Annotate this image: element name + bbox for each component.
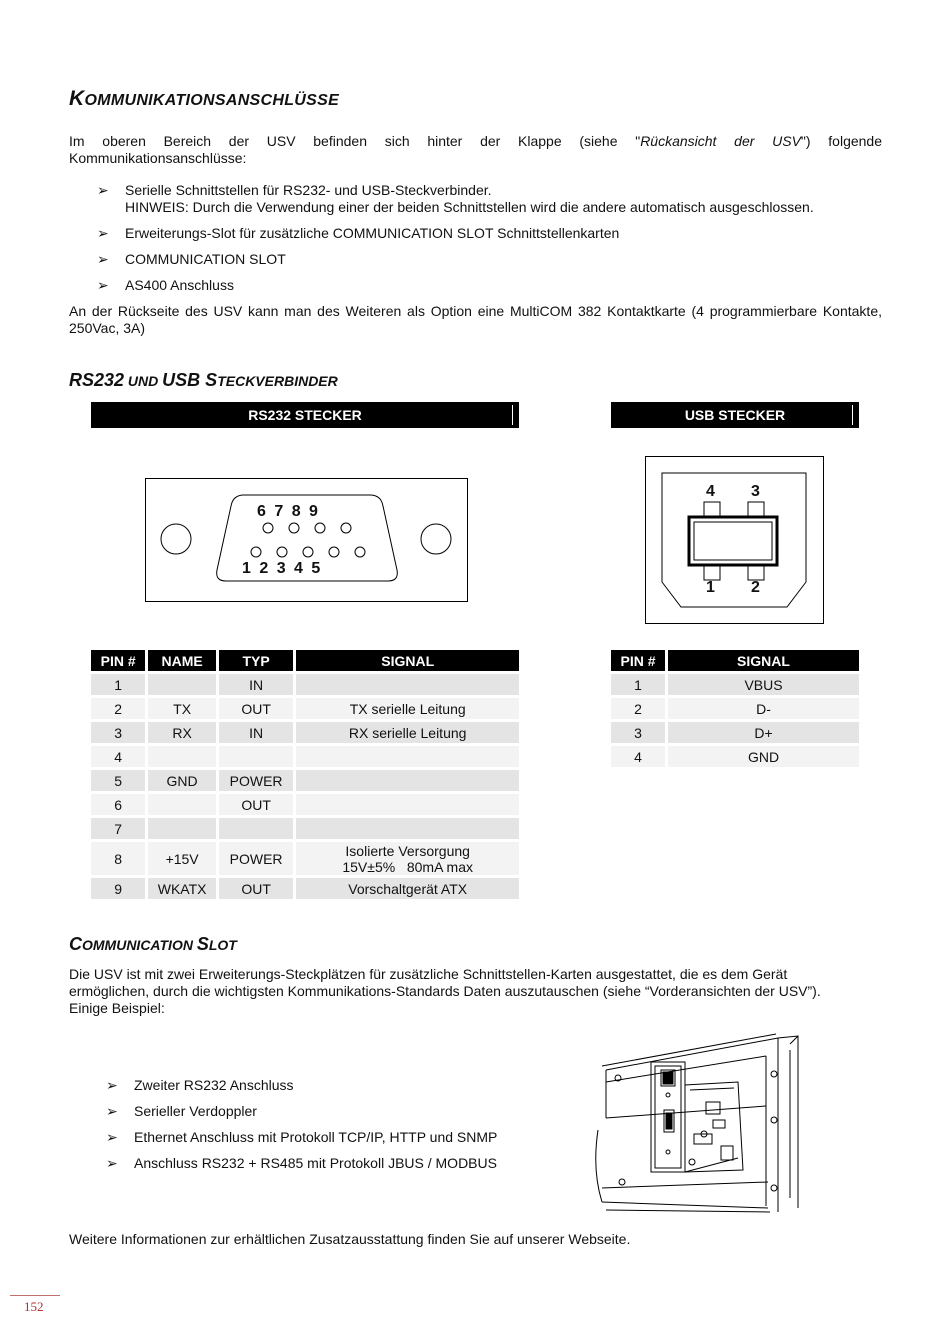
table-cell [296,674,519,695]
table-cell [148,794,215,815]
usb-pin-table [608,647,862,770]
column-header: SIGNAL [668,650,859,671]
table-row [91,698,519,719]
table-cell: TX [148,698,215,719]
usb-header-bar: USB STECKER [611,402,859,428]
communication-slot-paragraph-line1: Die USV ist mit zwei Erweiterungs-Steckplätzen für zusätzliche Schnittstellen-Karten ausgestattet, die es dem Gerät [69,966,788,982]
table-cell: OUT [219,794,294,815]
usb-pin-label-1: 1 [706,579,715,596]
table-cell: 3 [611,722,665,743]
table-cell: POWER [219,842,294,875]
table-cell [296,842,519,875]
intro-paragraph-line1: Im oberen Bereich der USV befinden sich hinter der Klappe (siehe "Rückansicht der USV") folgende [69,133,882,149]
table-cell: OUT [219,698,294,719]
table-row [611,698,859,719]
signal-line-1: Isolierte Versorgung [345,842,470,859]
db9-connector-diagram [145,478,469,604]
table-cell: TX serielle Leitung [296,698,519,719]
db9-top-pin-labels: 6 7 8 9 [257,503,318,520]
table-cell: POWER [219,770,294,791]
table-cell: RX [148,722,215,743]
bullet-arrow-icon: ➢ [97,182,109,198]
outro-paragraph-line2: 250Vac, 3A) [69,320,146,336]
table-row [611,746,859,767]
table-cell: 4 [611,746,665,767]
table-cell [296,794,519,815]
table-row [91,818,519,839]
table-row [611,722,859,743]
table-cell: 2 [91,698,145,719]
usb-pin-label-2: 2 [751,579,760,596]
table-cell [219,818,294,839]
communication-slot-paragraph-line3: Einige Beispiel: [69,1000,165,1016]
table-cell: D+ [668,722,859,743]
bullet-arrow-icon: ➢ [106,1103,118,1119]
table-row [91,770,519,791]
table-cell: 4 [91,746,145,767]
footer-info-text: Weitere Informationen zur erhältlichen Zusatzausstattung finden Sie auf unserer Webseite. [69,1231,631,1247]
table-cell: OUT [219,878,294,899]
section-title-rs232-usb: RS232 UND USB STECKVERBINDER [69,370,338,390]
column-header: TYP [219,650,294,671]
table-cell [148,818,215,839]
table-cell [148,746,215,767]
table-cell: WKATX [148,878,215,899]
column-header: NAME [148,650,215,671]
bullet-arrow-icon: ➢ [106,1129,118,1145]
outro-paragraph-line1: An der Rückseite des USV kann man des Weiteren als Option eine MultiCOM 382 Kontaktkarte (4 programmierbare Kontakte, [69,303,882,319]
table-cell: D- [668,698,859,719]
table-row [91,842,519,875]
column-header: PIN # [91,650,145,671]
page-number: 152 [24,1299,44,1314]
bullet-arrow-icon: ➢ [97,277,109,293]
table-row [91,878,519,899]
page-number-rule [10,1295,60,1296]
table-cell: 3 [91,722,145,743]
table-row [91,794,519,815]
rs232-header-bar: RS232 STECKER [91,402,519,428]
table-cell: 1 [611,674,665,695]
bullet-arrow-icon: ➢ [97,225,109,241]
table-row [91,674,519,695]
table-cell [296,770,519,791]
rs232-pin-table [88,647,522,902]
table-cell: 7 [91,818,145,839]
table-cell [296,746,519,767]
column-header: SIGNAL [296,650,519,671]
table-cell: +15V [148,842,215,875]
table-cell: 6 [91,794,145,815]
communication-slot-illustration [588,1030,803,1215]
usb-pin-label-4: 4 [706,483,715,500]
table-cell: RX serielle Leitung [296,722,519,743]
column-header: PIN # [611,650,665,671]
communication-slot-paragraph-line2: ermöglichen, durch die wichtigsten Kommunikations-Standards Daten auszutauschen (siehe “Vorderansichten der USV”). [69,983,821,999]
table-cell: Vorschaltgerät ATX [296,878,519,899]
rueckansicht-reference: Rückansicht der USV [640,133,801,149]
db9-bottom-pin-labels: 1 2 3 4 5 [242,560,321,577]
table-cell: 9 [91,878,145,899]
bullet-arrow-icon: ➢ [97,251,109,267]
bullet-arrow-icon: ➢ [106,1077,118,1093]
signal-line-2: 15V±5% 80mA max [342,858,473,875]
table-row [91,722,519,743]
table-cell [148,674,215,695]
bullet-arrow-icon: ➢ [106,1155,118,1171]
intro-paragraph-line2: Kommunikationsanschlüsse: [69,150,247,166]
table-row [611,674,859,695]
table-cell: 5 [91,770,145,791]
usb-pin-label-3: 3 [751,483,760,500]
section-title-kommunikationsanschluesse: KOMMUNIKATIONSANSCHLÜSSE [69,87,340,110]
table-cell: 1 [91,674,145,695]
table-cell: IN [219,674,294,695]
table-cell: GND [148,770,215,791]
table-cell: 8 [91,842,145,875]
table-cell: 2 [611,698,665,719]
table-cell [296,818,519,839]
section-title-communication-slot: COMMUNICATION SLOT [69,934,237,954]
table-cell [219,746,294,767]
table-row [91,746,519,767]
usb-b-connector-diagram [645,456,825,626]
table-cell: GND [668,746,859,767]
table-cell: IN [219,722,294,743]
table-cell: VBUS [668,674,859,695]
